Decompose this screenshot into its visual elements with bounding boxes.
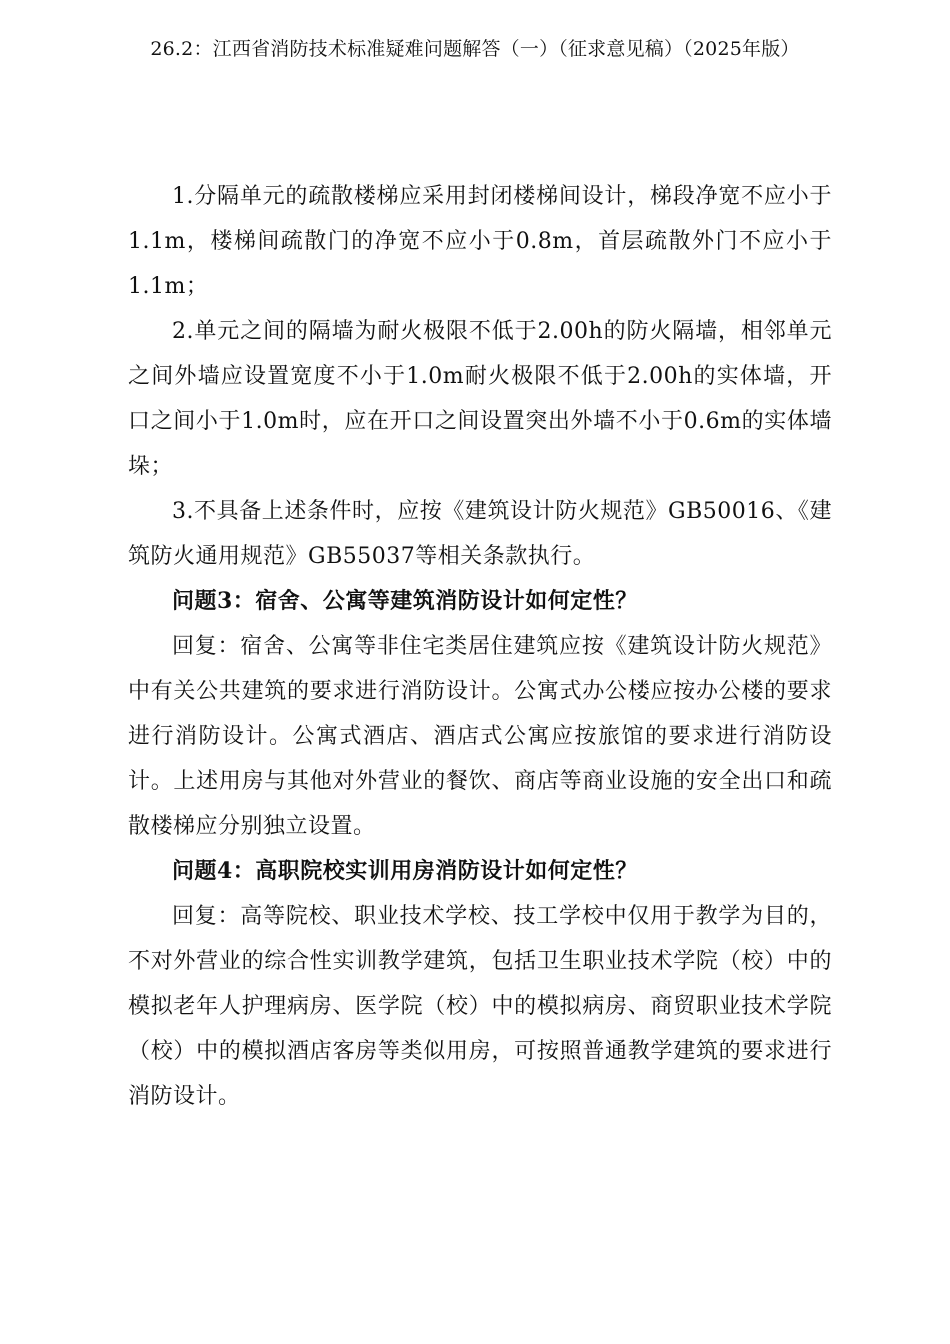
question-3-heading: 问题3：宿舍、公寓等建筑消防设计如何定性？ xyxy=(172,588,638,614)
page-header: 26.2：江西省消防技术标准疑难问题解答（一）（征求意见稿）（2025年版） xyxy=(150,38,800,60)
document-body xyxy=(128,174,832,1119)
question-3-answer: 回复：宿舍、公寓等非住宅类居住建筑应按《建筑设计防火规范》中有关公共建筑的要求进行消防设计。公寓式办公楼应按办公楼的要求进行消防设计。公寓式酒店、酒店式公寓应按旅馆的要求进行消防设计。上述用房与其他对外营业的餐饮、商店等商业设施的安全出口和疏散楼梯应分别独立设置。 xyxy=(128,634,832,839)
question-4-answer: 回复：高等院校、职业技术学校、技工学校中仅用于教学为目的，不对外营业的综合性实训教学建筑，包括卫生职业技术学院（校）中的模拟老年人护理病房、医学院（校）中的模拟病房、商贸职业技术学院（校）中的模拟酒店客房等类似用房，可按照普通教学建筑的要求进行消防设计。 xyxy=(128,904,832,1109)
paragraph-item-3: 3.不具备上述条件时，应按《建筑设计防火规范》GB50016、《建筑防火通用规范》GB55037等相关条款执行。 xyxy=(128,499,832,569)
paragraph-item-2: 2.单元之间的隔墙为耐火极限不低于2.00h的防火隔墙，相邻单元之间外墙应设置宽度不小于1.0m耐火极限不低于2.00h的实体墙，开口之间小于1.0m时，应在开口之间设置突出外墙不小于0.6m的实体墙垛； xyxy=(128,319,832,479)
question-4-heading: 问题4：高职院校实训用房消防设计如何定性？ xyxy=(172,858,638,884)
paragraph-item-1: 1.分隔单元的疏散楼梯应采用封闭楼梯间设计，梯段净宽不应小于1.1m，楼梯间疏散门的净宽不应小于0.8m，首层疏散外门不应小于1.1m； xyxy=(128,184,832,299)
